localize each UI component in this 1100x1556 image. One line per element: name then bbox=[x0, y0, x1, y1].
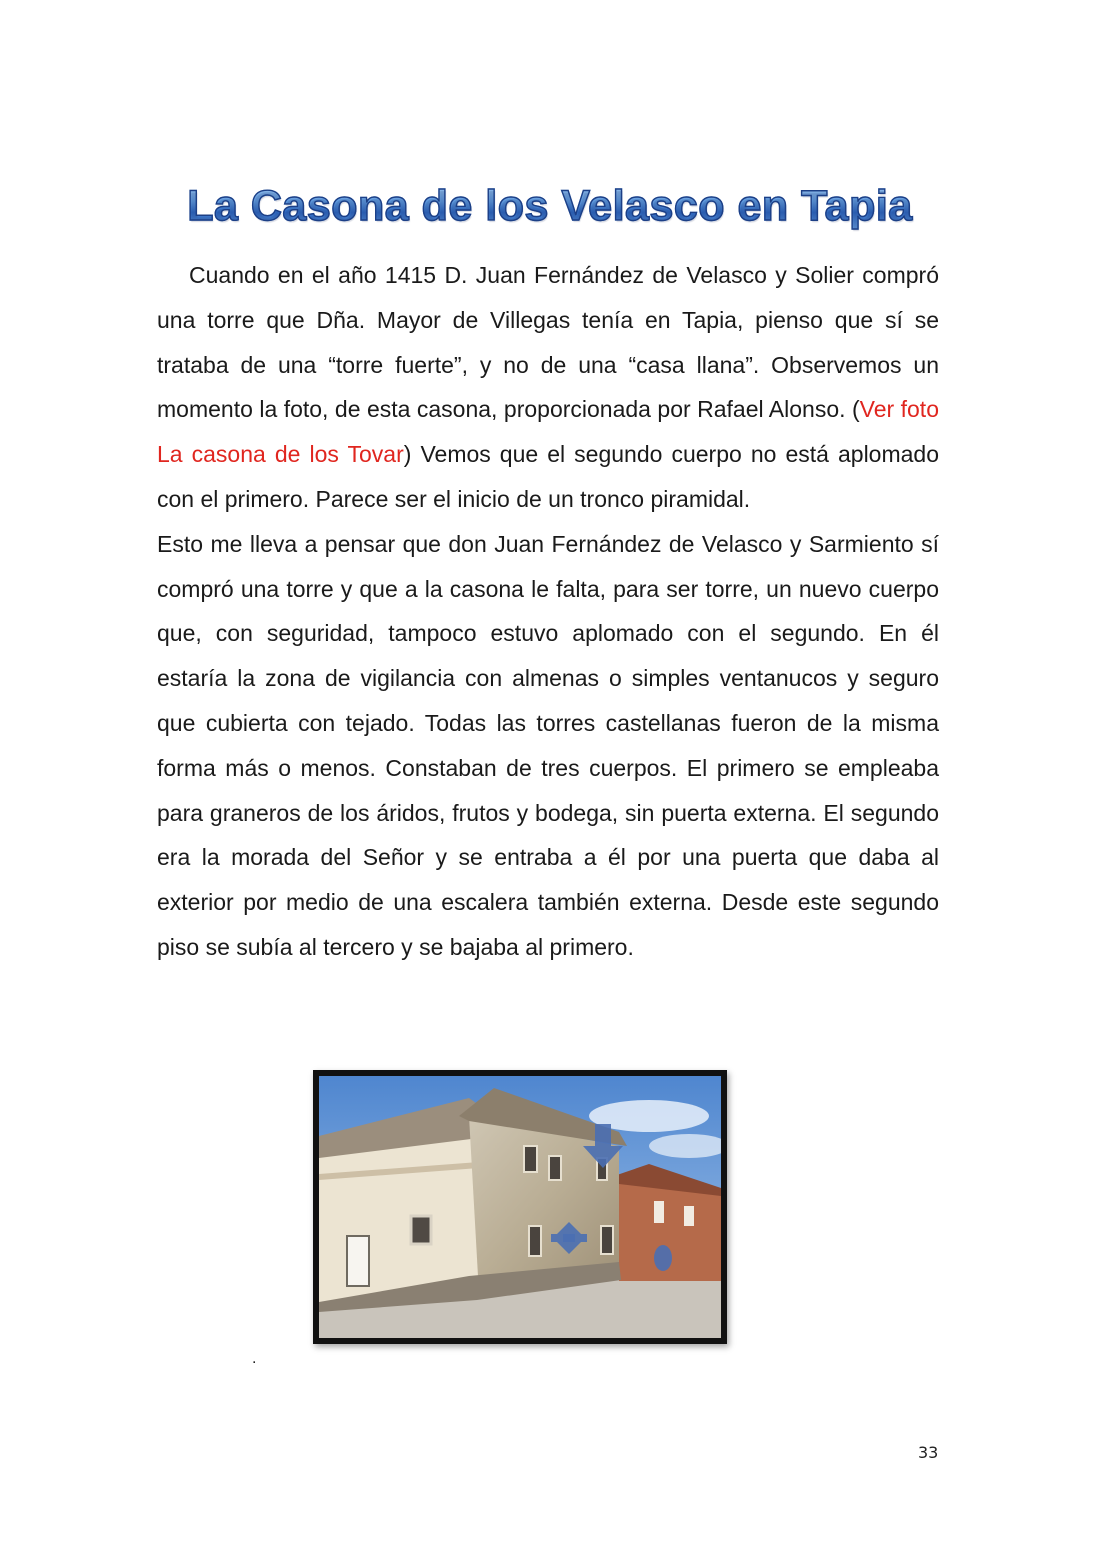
window bbox=[684, 1206, 694, 1226]
paragraph-1-text-a: Cuando en el año 1415 D. Juan Fernández de Velasco y Solier compró una torre que Dña. Mayor de Villegas tenía en Tapia, pienso que sí se trataba de una “torre fuerte”, y no de una “casa llana”. Observemos un momento la foto, de esta casona, proporcionada por Rafael Alonso. ( bbox=[157, 262, 939, 423]
window bbox=[654, 1201, 664, 1223]
casona-photo bbox=[313, 1070, 727, 1344]
door bbox=[347, 1236, 369, 1286]
body-text bbox=[157, 253, 939, 970]
move-arrows-icon-bar bbox=[551, 1234, 587, 1242]
oval-marker-icon bbox=[654, 1245, 672, 1271]
page-title: La Casona de los Velasco en Tapia bbox=[0, 182, 1100, 231]
window bbox=[529, 1226, 541, 1256]
paragraph-1-text-b: ) Vemos que el segundo cuerpo no está aplomado con el primero. Parece ser el inicio de un tronco piramidal. bbox=[157, 441, 939, 512]
casona-photo-illustration bbox=[319, 1076, 721, 1338]
window bbox=[524, 1146, 537, 1172]
window bbox=[411, 1216, 431, 1244]
window bbox=[549, 1156, 561, 1180]
photo-reference-link[interactable]: Ver foto La casona de los Tovar bbox=[157, 396, 939, 468]
paragraph-2: Esto me lleva a pensar que don Juan Fernández de Velasco y Sarmiento sí compró una torre y que a la casona le falta, para ser torre, un nuevo cuerpo que, con seguridad, tampoco estuvo aplomado con el segundo. En él estaría la zona de vigilancia con almenas o simples ventanucos y seguro que cubierta con tejado. Todas las torres castellanas fueron de la misma forma más o menos. Constaban de tres cuerpos. El primero se empleaba para graneros de los áridos, frutos y bodega, sin puerta externa. El segundo era la morada del Señor y se entraba a él por una puerta que daba al exterior por medio de una escalera también externa. Desde este segundo piso se subía al tercero y se bajaba al primero. bbox=[157, 530, 939, 960]
window bbox=[601, 1226, 613, 1254]
paragraph-1 bbox=[157, 253, 939, 522]
caption-dot: . bbox=[252, 1350, 257, 1367]
page-number: 33 bbox=[918, 1443, 939, 1462]
